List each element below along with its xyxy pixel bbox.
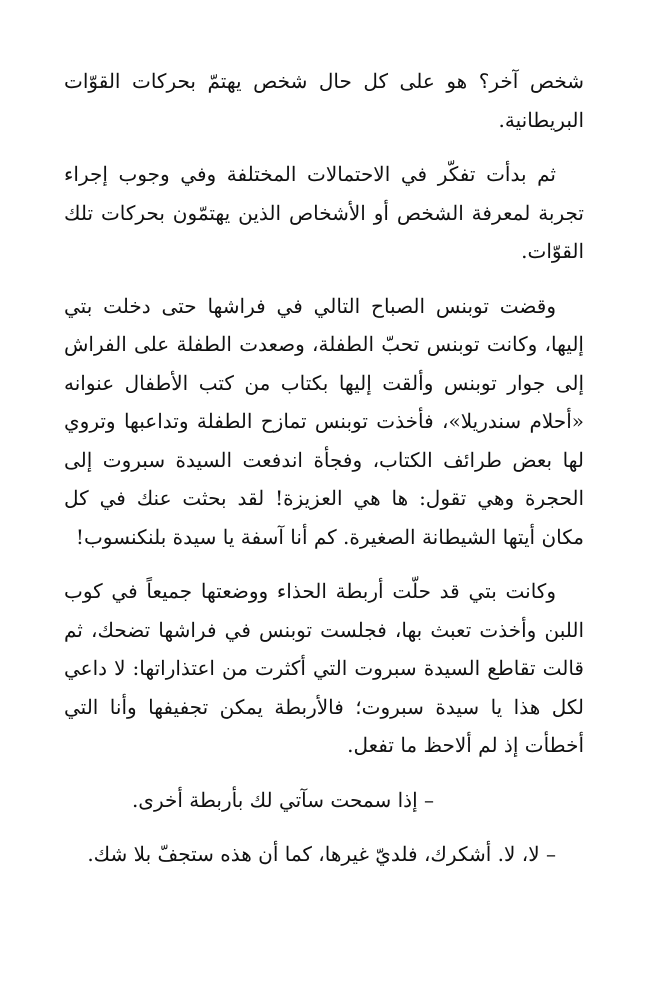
paragraph-2: ثم بدأت تفكّر في الاحتمالات المختلفة وفي وجوب إجراء تجربة لمعرفة الشخص أو الأشخاص الذين يهتمّون بحركات تلك القوّات.	[64, 162, 584, 263]
paragraph-1: شخص آخر؟ هو على كل حال شخص يهتمّ بحركات القوّات البريطانية.	[64, 69, 584, 132]
dialogue-line-2: – لا، لا. أشكرك، فلديّ غيرها، كما أن هذه ستجفّ بلا شك.	[87, 842, 556, 866]
book-page	[64, 62, 584, 890]
paragraph-4: وكانت بتي قد حلّت أربطة الحذاء ووضعتها جميعاً في كوب اللبن وأخذت تعبث بها، فجلست توبنس في فراشها تضحك، ثم قالت تقاطع السيدة سبروت التي أكثرت من اعتذاراتها: لا داعي لكل هذا يا سيدة سبروت؛ فالأربطة يمكن تجفيفها وأنا التي أخطأت إذ لم ألاحظ ما تفعل.	[64, 579, 585, 757]
paragraph-3: وقضت توبنس الصباح التالي في فراشها حتى دخلت بتي إليها، وكانت توبنس تحبّ الطفلة، وصعدت الطفلة على الفراش إلى جوار توبنس وألقت إليها بكتاب من كتب الأطفال عنوانه «أحلام سندريلا»، فأخذت توبنس تمازح الطفلة وتداعبها وتروي لها بعض طرائف الكتاب، وفجأة اندفعت السيدة سبروت إلى الحجرة وهي تقول: ها هي العزيزة! لقد بحثت عنك في كل مكان أيتها الشيطانة الصغيرة. كم أنا آسفة يا سيدة بلنكنسوب!	[64, 293, 584, 549]
dialogue-line-1: – إذا سمحت سآتي لك بأربطة أخرى.	[131, 787, 434, 812]
